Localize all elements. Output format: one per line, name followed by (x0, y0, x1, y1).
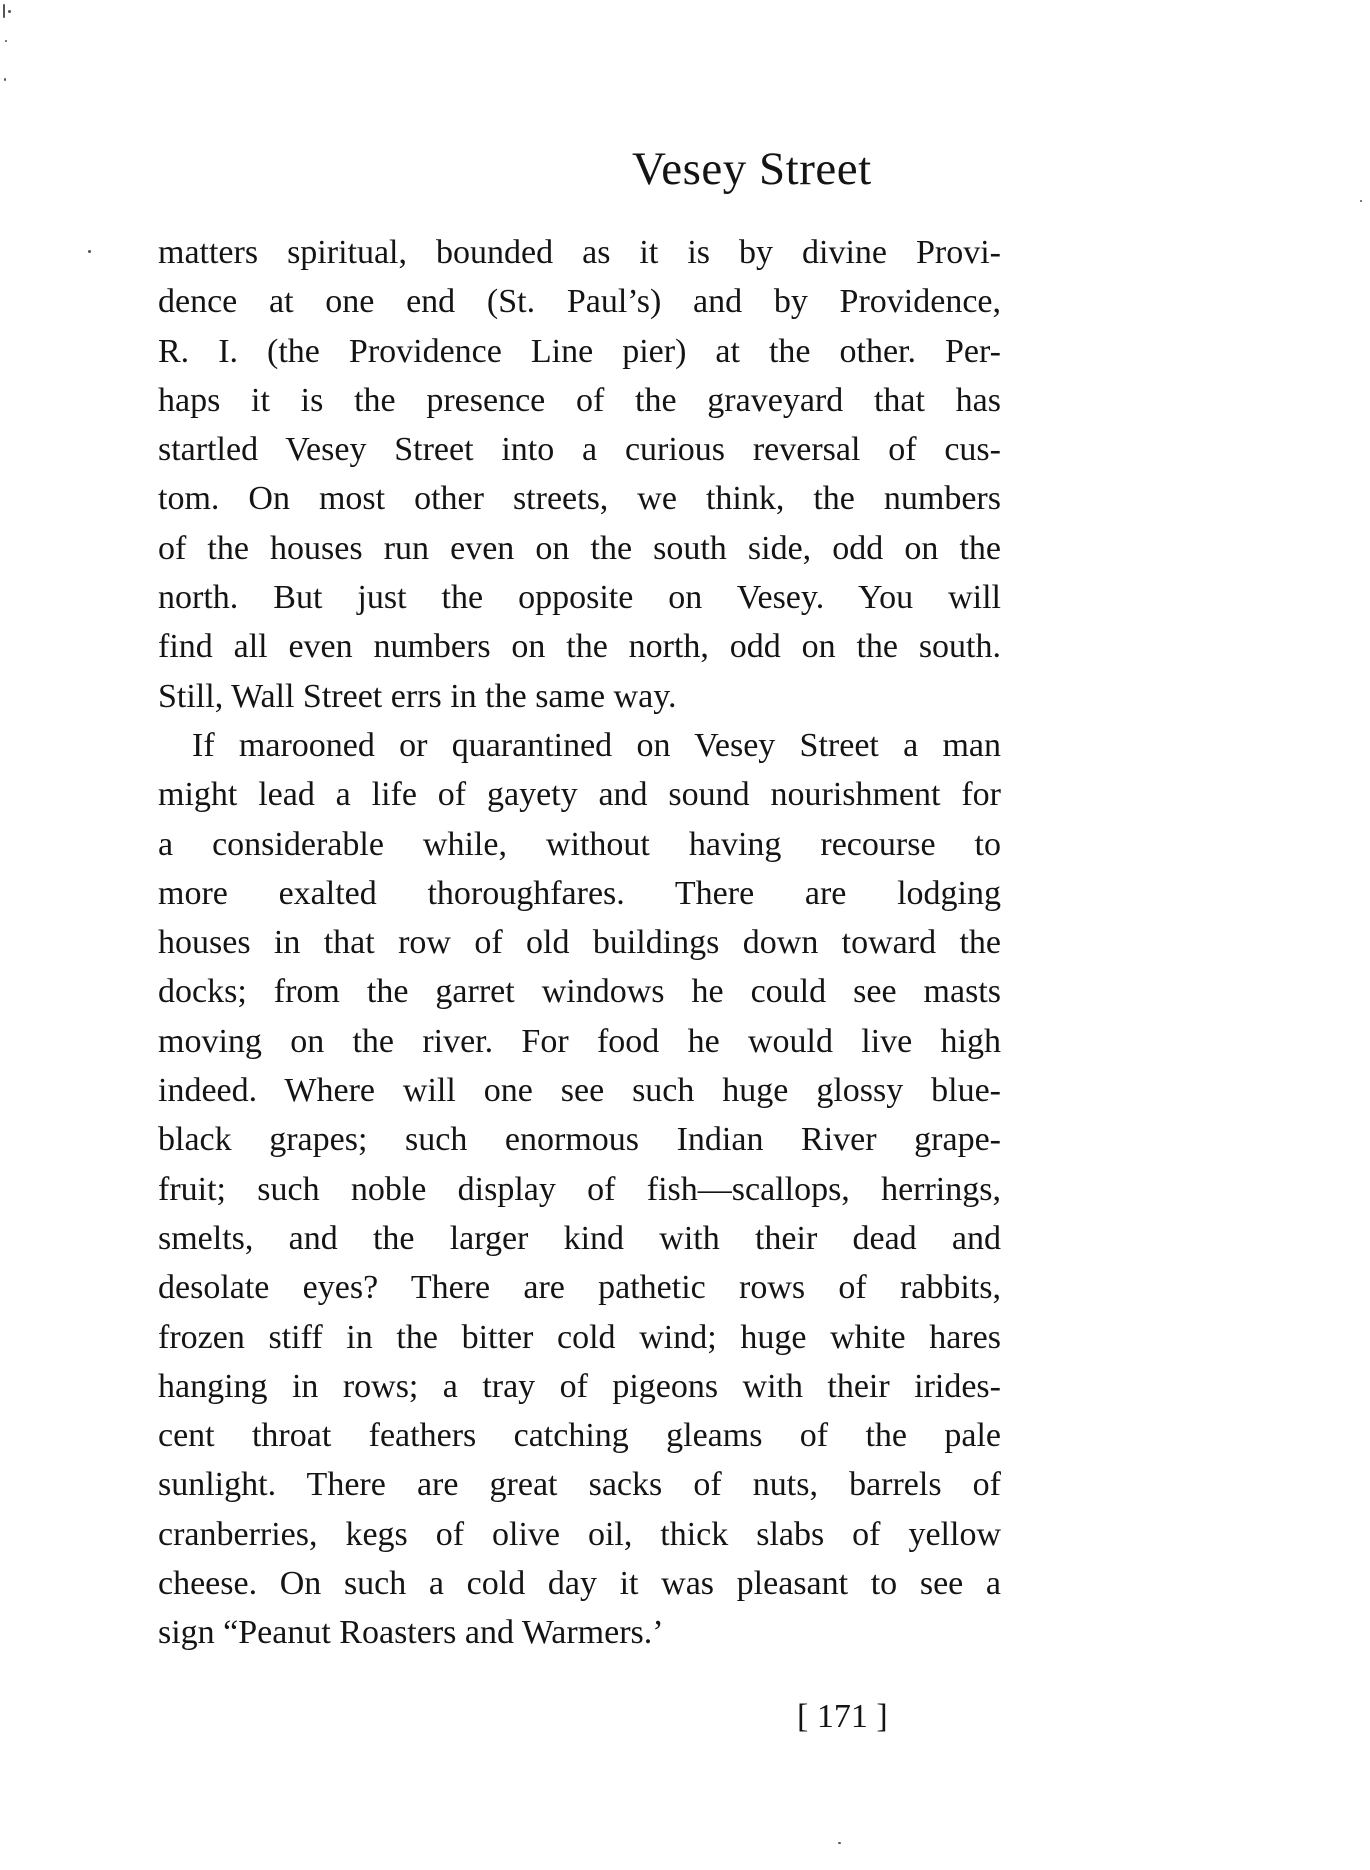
text-line: more exalted thoroughfares. There are lodging (158, 874, 1001, 912)
text-line: might lead a life of gayety and sound nourishment for (158, 776, 1001, 814)
scan-speck (3, 4, 5, 18)
body-text (158, 228, 1001, 1658)
paragraph-1 (158, 228, 1001, 721)
scan-speck (88, 250, 91, 253)
text-line: dence at one end (St. Paul’s) and by Providence, (158, 283, 1001, 321)
text-line: black grapes; such enormous Indian River grape- (158, 1121, 1001, 1159)
text-line: matters spiritual, bounded as it is by divine Provi- (158, 234, 1001, 271)
scan-speck (1360, 200, 1362, 202)
text-line: cheese. On such a cold day it was pleasant to see a (158, 1565, 1001, 1603)
text-line: smelts, and the larger kind with their dead and (158, 1219, 1001, 1257)
running-head-title: Vesey Street (632, 143, 872, 195)
text-line: indeed. Where will one see such huge glossy blue- (158, 1072, 1001, 1110)
text-line: haps it is the presence of the graveyard that has (158, 381, 1001, 419)
text-line: houses in that row of old buildings down toward the (158, 924, 1001, 962)
text-line: frozen stiff in the bitter cold wind; huge white hares (158, 1318, 1001, 1356)
text-line: docks; from the garret windows he could see masts (158, 973, 1001, 1011)
text-line: north. But just the opposite on Vesey. You will (158, 579, 1001, 617)
text-line: If marooned or quarantined on Vesey Street a man (192, 726, 1001, 764)
text-line: Still, Wall Street errs in the same way. (158, 677, 677, 715)
text-line: hanging in rows; a tray of pigeons with their irides- (158, 1367, 1001, 1405)
text-line: desolate eyes? There are pathetic rows of rabbits, (158, 1269, 1001, 1307)
text-line: sign “Peanut Roasters and Warmers.’ (158, 1614, 664, 1652)
scan-speck (4, 78, 6, 81)
text-line: a considerable while, without having recourse to (158, 825, 1001, 863)
text-line: startled Vesey Street into a curious reversal of cus- (158, 431, 1001, 469)
text-line: cranberries, kegs of olive oil, thick slabs of yellow (158, 1515, 1001, 1553)
text-line: of the houses run even on the south side, odd on the (158, 529, 1001, 567)
paragraph-2 (158, 721, 1001, 1658)
scan-speck (8, 10, 11, 13)
scan-speck (5, 40, 7, 42)
text-line: fruit; such noble display of fish—scallops, herrings, (158, 1170, 1001, 1208)
text-line: find all even numbers on the north, odd on the south. (158, 628, 1001, 666)
scan-speck (838, 1842, 841, 1844)
text-line: sunlight. There are great sacks of nuts, barrels of (158, 1466, 1001, 1504)
text-line: moving on the river. For food he would live high (158, 1022, 1001, 1060)
text-line: R. I. (the Providence Line pier) at the other. Per- (158, 332, 1001, 370)
page-number: [ 171 ] (797, 1698, 888, 1735)
text-line: tom. On most other streets, we think, the numbers (158, 480, 1001, 518)
text-line: cent throat feathers catching gleams of the pale (158, 1417, 1001, 1455)
